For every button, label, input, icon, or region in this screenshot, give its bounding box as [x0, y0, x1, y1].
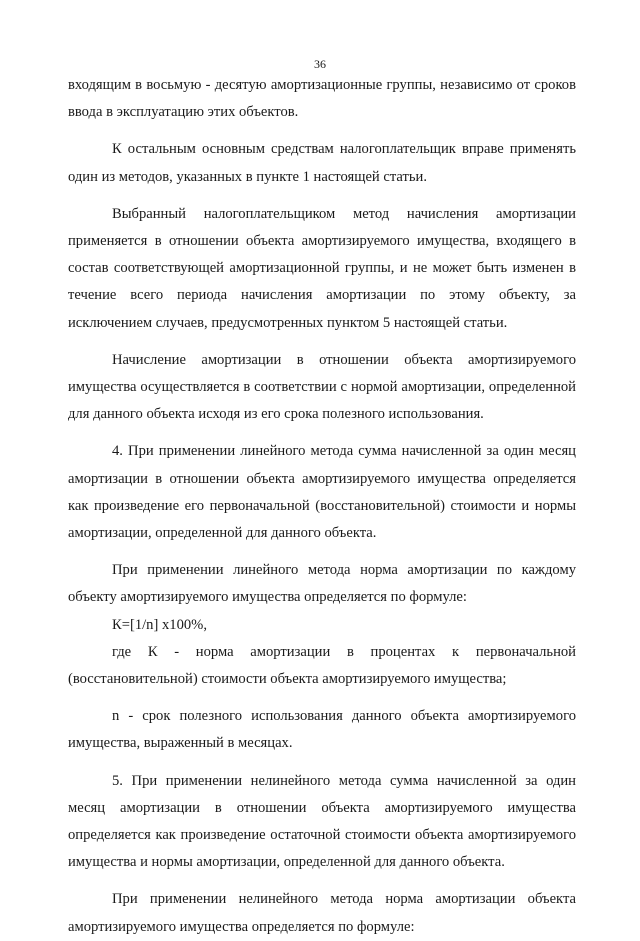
- paragraph-where-k: где К - норма амортизации в процентах к первоначальной (восстановительной) стоимости объекта амортизируемого имущества;: [68, 643, 576, 688]
- document-body: [68, 72, 576, 941]
- paragraph-chosen-method: Выбранный налогоплательщиком метод начисления амортизации применяется в отношении объекта амортизируемого имущества, входящего в состав соответствующей амортизационной группы, и не может быть изменен в течение всего периода начисления амортизации по этому объекту, за исключением случаев, предусмотренных пунктом 5 настоящей статьи.: [68, 205, 576, 331]
- paragraph-other-fixed-assets: К остальным основным средствам налогоплательщик вправе применять один из методов, указанных в пункте 1 настоящей статьи.: [68, 141, 576, 185]
- paragraph-continuation: входящим в восьмую - десятую амортизационные группы, независимо от сроков ввода в эксплуатацию этих объектов.: [68, 77, 576, 121]
- page-number: 36: [314, 57, 326, 71]
- paragraph-depreciation-accrual: Начисление амортизации в отношении объекта амортизируемого имущества осуществляется в соответствии с нормой амортизации, определенной для данного объекта исходя из его срока полезного использования.: [68, 351, 576, 423]
- paragraph-item-4-linear: 4. При применении линейного метода сумма начисленной за один месяц амортизации в отношении объекта амортизируемого имущества определяется как произведение его первоначальной (восстановительной) стоимости и нормы амортизации, определенной для данного объекта.: [68, 443, 576, 542]
- paragraph-linear-norm: При применении линейного метода норма амортизации по каждому объекту амортизируемого имущества определяется по формуле:: [68, 562, 576, 606]
- paragraph-n-definition: n - срок полезного использования данного объекта амортизируемого имущества, выраженный в месяцах.: [68, 708, 576, 752]
- paragraph-item-5-nonlinear: 5. При применении нелинейного метода сумма начисленной за один месяц амортизации в отношении объекта амортизируемого имущества определяется как произведение остаточной стоимости объекта амортизируемого имущества и нормы амортизации, определенной для данного объекта.: [68, 772, 576, 871]
- formula-linear: К=[1/n] x100%,: [112, 616, 207, 633]
- paragraph-nonlinear-norm: При применении нелинейного метода норма амортизации объекта амортизируемого имущества определяется по формуле:: [68, 891, 576, 935]
